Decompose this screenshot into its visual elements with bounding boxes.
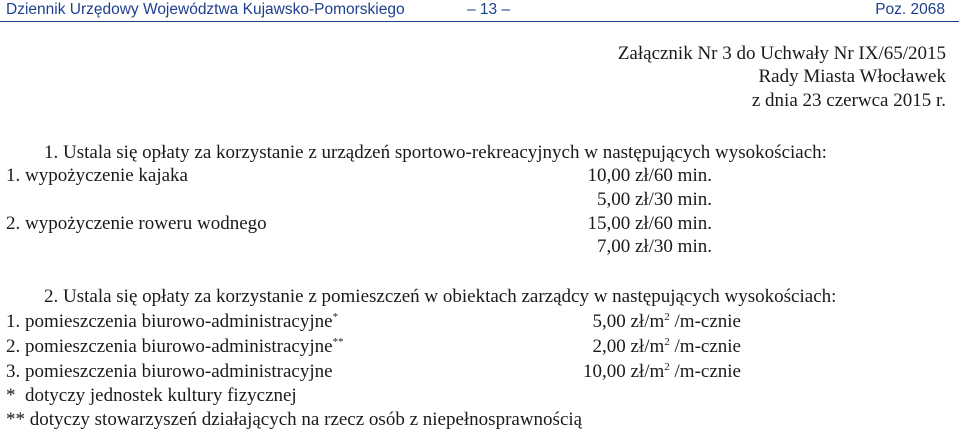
footnote-2: ** dotyczy stowarzyszeń działających na rzecz osób z niepełnosprawnością (6, 409, 583, 430)
office-item-2-label: 2. pomieszczenia biurowo-administracyjne** (6, 336, 344, 357)
annex-line-1: Załącznik Nr 3 do Uchwały Nr IX/65/2015 (617, 43, 946, 64)
item-pedalo-label: 2. wypożyczenie roweru wodnego (6, 213, 267, 234)
item-pedalo-fee-60: 15,00 zł/60 min. (587, 213, 712, 234)
annex-line-2: Rady Miasta Włocławek (758, 66, 946, 87)
footnote-1: * dotyczy jednostek kultury fizycznej (6, 385, 297, 406)
header-rule (0, 21, 959, 22)
journal-title: Dziennik Urzędowy Województwa Kujawsko-Pomorskiego (6, 1, 405, 18)
page-number: – 13 – (467, 1, 511, 18)
office-item-1-fee: 5,00 $zł/m^2$ /m-cznie (592, 311, 741, 332)
section-1-heading: 1. Ustala się opłaty za korzystanie z urządzeń sportowo-rekreacyjnych w następujących wysokościach: (44, 142, 827, 163)
page-header (0, 0, 959, 22)
annex-line-3: z dnia 23 czerwca 2015 r. (751, 90, 946, 111)
item-kayak-fee-30: 5,00 zł/30 min. (596, 189, 712, 210)
footnote-mark: ** (332, 336, 344, 348)
item-pedalo-fee-30: 7,00 zł/30 min. (596, 236, 712, 257)
position-number: Poz. 2068 (875, 1, 945, 18)
office-item-1-label: 1. pomieszczenia biurowo-administracyjne* (6, 311, 339, 332)
item-kayak-fee-60: 10,00 zł/60 min. (587, 165, 712, 186)
section-2-heading: 2. Ustala się opłaty za korzystanie z pomieszczeń w obiektach zarządcy w następujących wysokościach: (44, 286, 837, 307)
office-item-3-label: 3. pomieszczenia biurowo-administracyjne (6, 361, 333, 382)
footnote-mark: * (332, 311, 339, 323)
office-item-2-fee: 2,00 $zł/m^2$ /m-cznie (592, 336, 741, 357)
item-kayak-label: 1. wypożyczenie kajaka (6, 165, 188, 186)
office-item-3-fee: 10,00 $zł/m^2$ /m-cznie (583, 361, 741, 382)
